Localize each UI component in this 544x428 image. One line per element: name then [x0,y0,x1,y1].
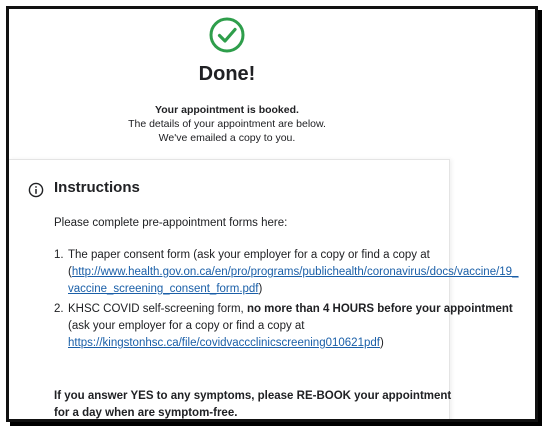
screening-form-text-2: (ask your employer for a copy or find a copy at [68,320,305,332]
booked-message: Your appointment is booked. [155,104,299,116]
check-circle-icon [209,17,245,53]
consent-form-link[interactable]: http://www.health.gov.on.ca/en/pro/programs/publichealth/coronavirus/docs/vaccine/​19_vaccine_screening_consent_form.pdf [68,266,519,295]
screening-deadline-text: no more than 4 HOURS before your appointment [246,303,513,315]
email-message: We've emailed a copy to you. [158,132,296,144]
screenshot-frame [6,6,538,422]
close-paren: ) [258,283,263,295]
close-paren: ) [379,337,384,349]
confirmation-header [9,9,535,159]
list-item [54,301,524,352]
details-message: The details of your appointment are below. [128,118,326,130]
instructions-card [9,159,519,422]
instructions-heading: Instructions [54,179,140,196]
list-number: 1. [54,249,64,261]
list-number: 2. [54,303,64,315]
screening-form-link[interactable]: https://kingstonhsc.ca/file/covidvaccclinicscreening010621pdf [68,337,380,349]
info-icon [28,182,44,198]
page-title: Done! [198,63,256,85]
symptom-warning: If you answer YES to any symptoms, please RE-BOOK your appointment for a day when are symptom-free. [54,390,452,419]
screening-form-text: KHSC COVID self-screening form, [68,303,247,315]
open-paren: ( [68,266,72,278]
instructions-intro: Please complete pre-appointment forms here: [54,217,288,229]
forms-list [54,247,524,352]
consent-form-text: The paper consent form (ask your employer for a copy or find a copy at [68,249,430,261]
list-item [54,247,524,298]
